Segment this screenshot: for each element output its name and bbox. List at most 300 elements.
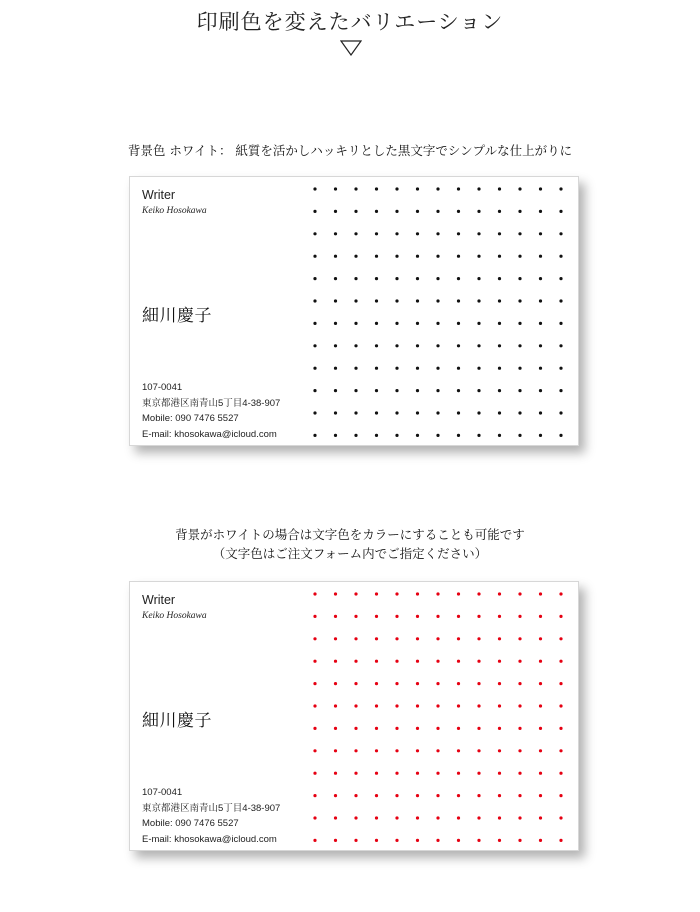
pattern-dot xyxy=(375,682,378,685)
pattern-dot xyxy=(539,322,542,325)
pattern-dot xyxy=(436,794,439,797)
pattern-dot xyxy=(457,839,460,842)
pattern-dot xyxy=(539,232,542,235)
dot-pattern xyxy=(300,582,578,850)
pattern-dot xyxy=(559,255,562,258)
caption-white-color xyxy=(0,525,700,563)
pattern-dot xyxy=(375,210,378,213)
pattern-dot xyxy=(518,615,521,618)
pattern-dot xyxy=(477,255,480,258)
pattern-dot xyxy=(416,277,419,280)
pattern-dot xyxy=(313,637,316,640)
pattern-dot xyxy=(477,322,480,325)
pattern-dot xyxy=(354,434,357,437)
pattern-dot xyxy=(457,592,460,595)
pattern-dot xyxy=(395,660,398,663)
dot-pattern xyxy=(300,177,578,445)
card-romaji-name: Keiko Hosokawa xyxy=(142,206,207,216)
pattern-dot xyxy=(354,322,357,325)
pattern-dot xyxy=(416,187,419,190)
pattern-dot xyxy=(395,839,398,842)
pattern-dot xyxy=(477,592,480,595)
pattern-dot xyxy=(354,592,357,595)
card-contact xyxy=(142,785,280,847)
pattern-dot xyxy=(498,299,501,302)
pattern-dot xyxy=(313,615,316,618)
pattern-dot xyxy=(334,749,337,752)
pattern-dot xyxy=(457,637,460,640)
pattern-dot xyxy=(395,187,398,190)
pattern-dot xyxy=(498,434,501,437)
pattern-dot xyxy=(334,255,337,258)
pattern-dot xyxy=(539,704,542,707)
pattern-dot xyxy=(354,367,357,370)
pattern-dot xyxy=(498,210,501,213)
pattern-dot xyxy=(559,322,562,325)
card-name: 細川慶子 xyxy=(142,711,212,731)
business-card-black-dots xyxy=(129,176,579,446)
page-title: 印刷色を変えたバリエーション xyxy=(196,10,504,34)
pattern-dot xyxy=(457,615,460,618)
pattern-dot xyxy=(375,299,378,302)
pattern-dot xyxy=(354,187,357,190)
pattern-dot xyxy=(518,682,521,685)
pattern-dot xyxy=(498,367,501,370)
pattern-dot xyxy=(354,794,357,797)
pattern-dot xyxy=(559,816,562,819)
pattern-dot xyxy=(416,772,419,775)
pattern-dot xyxy=(539,682,542,685)
pattern-dot xyxy=(334,637,337,640)
pattern-dot xyxy=(539,434,542,437)
pattern-dot xyxy=(416,367,419,370)
pattern-dot xyxy=(313,299,316,302)
pattern-dot xyxy=(436,344,439,347)
pattern-dot xyxy=(457,277,460,280)
pattern-dot xyxy=(498,322,501,325)
pattern-dot xyxy=(395,299,398,302)
pattern-dot xyxy=(313,794,316,797)
pattern-dot xyxy=(354,772,357,775)
pattern-dot xyxy=(518,794,521,797)
pattern-dot xyxy=(313,277,316,280)
pattern-dot xyxy=(457,344,460,347)
pattern-dot xyxy=(416,839,419,842)
pattern-dot xyxy=(518,187,521,190)
pattern-dot xyxy=(354,299,357,302)
pattern-dot xyxy=(375,727,378,730)
pattern-dot xyxy=(477,615,480,618)
pattern-dot xyxy=(354,682,357,685)
pattern-dot xyxy=(498,749,501,752)
pattern-dot xyxy=(436,727,439,730)
pattern-dot xyxy=(518,727,521,730)
pattern-dot xyxy=(313,255,316,258)
pattern-dot xyxy=(436,232,439,235)
pattern-dot xyxy=(436,322,439,325)
pattern-dot xyxy=(539,727,542,730)
pattern-dot xyxy=(395,637,398,640)
pattern-dot xyxy=(416,210,419,213)
pattern-dot xyxy=(436,187,439,190)
pattern-dot xyxy=(334,592,337,595)
pattern-dot xyxy=(559,682,562,685)
pattern-dot xyxy=(395,344,398,347)
pattern-dot xyxy=(518,592,521,595)
pattern-dot xyxy=(436,682,439,685)
pattern-dot xyxy=(559,232,562,235)
pattern-dot xyxy=(436,389,439,392)
pattern-dot xyxy=(354,615,357,618)
pattern-dot xyxy=(334,367,337,370)
pattern-dot xyxy=(313,344,316,347)
pattern-dot xyxy=(375,839,378,842)
pattern-dot xyxy=(477,794,480,797)
pattern-dot xyxy=(354,411,357,414)
pattern-dot xyxy=(457,682,460,685)
pattern-dot xyxy=(539,592,542,595)
pattern-dot xyxy=(518,232,521,235)
pattern-dot xyxy=(313,389,316,392)
pattern-dot xyxy=(498,592,501,595)
pattern-dot xyxy=(539,299,542,302)
pattern-dot xyxy=(559,772,562,775)
pattern-dot xyxy=(416,322,419,325)
pattern-dot xyxy=(457,816,460,819)
pattern-dot xyxy=(395,592,398,595)
pattern-dot xyxy=(375,344,378,347)
card-email: E-mail: khosokawa@icloud.com xyxy=(142,428,277,440)
pattern-dot xyxy=(477,839,480,842)
card-name: 細川慶子 xyxy=(142,306,212,326)
business-card-red-dots xyxy=(129,581,579,851)
pattern-dot xyxy=(457,772,460,775)
pattern-dot xyxy=(457,187,460,190)
pattern-dot xyxy=(334,772,337,775)
pattern-dot xyxy=(436,592,439,595)
pattern-dot xyxy=(436,816,439,819)
pattern-dot xyxy=(395,322,398,325)
pattern-dot xyxy=(334,682,337,685)
pattern-dot xyxy=(313,592,316,595)
pattern-dot xyxy=(457,660,460,663)
pattern-dot xyxy=(395,389,398,392)
pattern-dot xyxy=(539,794,542,797)
pattern-dot xyxy=(395,367,398,370)
pattern-dot xyxy=(559,794,562,797)
pattern-dot xyxy=(559,389,562,392)
pattern-dot xyxy=(539,389,542,392)
pattern-dot xyxy=(354,389,357,392)
pattern-dot xyxy=(539,367,542,370)
card-role: Writer xyxy=(142,593,176,607)
pattern-dot xyxy=(375,660,378,663)
caption-white-black xyxy=(0,141,700,160)
pattern-dot xyxy=(334,232,337,235)
pattern-dot xyxy=(457,232,460,235)
pattern-dot xyxy=(477,389,480,392)
pattern-dot xyxy=(477,682,480,685)
pattern-dot xyxy=(334,187,337,190)
pattern-dot xyxy=(313,839,316,842)
pattern-dot xyxy=(498,411,501,414)
pattern-dot xyxy=(559,704,562,707)
pattern-dot xyxy=(375,322,378,325)
pattern-dot xyxy=(518,277,521,280)
pattern-dot xyxy=(559,839,562,842)
pattern-dot xyxy=(518,210,521,213)
pattern-dot xyxy=(416,299,419,302)
pattern-dot xyxy=(559,749,562,752)
pattern-dot xyxy=(518,344,521,347)
pattern-dot xyxy=(436,434,439,437)
pattern-dot xyxy=(436,210,439,213)
pattern-dot xyxy=(375,794,378,797)
pattern-dot xyxy=(477,434,480,437)
pattern-dot xyxy=(395,727,398,730)
pattern-dot xyxy=(313,704,316,707)
pattern-dot xyxy=(416,232,419,235)
pattern-dot xyxy=(416,794,419,797)
pattern-dot xyxy=(477,816,480,819)
pattern-dot xyxy=(436,660,439,663)
pattern-dot xyxy=(559,727,562,730)
pattern-dot xyxy=(436,277,439,280)
pattern-dot xyxy=(313,727,316,730)
pattern-dot xyxy=(477,367,480,370)
pattern-dot xyxy=(559,411,562,414)
caption-line: 背景色 ホワイト： 紙質を活かしハッキリとした黒文字でシンプルな仕上がりに xyxy=(127,143,573,158)
pattern-dot xyxy=(334,434,337,437)
pattern-dot xyxy=(518,637,521,640)
pattern-dot xyxy=(518,367,521,370)
pattern-dot xyxy=(416,749,419,752)
card-mobile: Mobile: 090 7476 5527 xyxy=(142,413,239,424)
card-mobile: Mobile: 090 7476 5527 xyxy=(142,818,239,829)
pattern-dot xyxy=(498,704,501,707)
pattern-dot xyxy=(375,592,378,595)
pattern-dot xyxy=(416,637,419,640)
pattern-dot xyxy=(416,411,419,414)
pattern-dot xyxy=(375,637,378,640)
pattern-dot xyxy=(334,794,337,797)
pattern-dot xyxy=(518,434,521,437)
pattern-dot xyxy=(375,187,378,190)
pattern-dot xyxy=(416,255,419,258)
pattern-dot xyxy=(313,749,316,752)
pattern-dot xyxy=(395,210,398,213)
pattern-dot xyxy=(334,210,337,213)
pattern-dot xyxy=(518,816,521,819)
pattern-dot xyxy=(375,772,378,775)
pattern-dot xyxy=(436,772,439,775)
pattern-dot xyxy=(457,749,460,752)
card-address: 東京都港区南青山5丁目4-38-907 xyxy=(142,802,281,814)
pattern-dot xyxy=(518,299,521,302)
pattern-dot xyxy=(354,704,357,707)
pattern-dot xyxy=(436,615,439,618)
pattern-dot xyxy=(395,434,398,437)
pattern-dot xyxy=(375,232,378,235)
pattern-dot xyxy=(416,389,419,392)
pattern-dot xyxy=(313,187,316,190)
pattern-dot xyxy=(518,749,521,752)
pattern-dot xyxy=(477,277,480,280)
pattern-dot xyxy=(457,434,460,437)
pattern-dot xyxy=(539,772,542,775)
pattern-dot xyxy=(395,615,398,618)
pattern-dot xyxy=(354,816,357,819)
pattern-dot xyxy=(498,794,501,797)
pattern-dot xyxy=(498,615,501,618)
pattern-dot xyxy=(313,682,316,685)
pattern-dot xyxy=(313,660,316,663)
pattern-dot xyxy=(354,255,357,258)
pattern-dot xyxy=(477,344,480,347)
pattern-dot xyxy=(313,772,316,775)
pattern-dot xyxy=(457,389,460,392)
pattern-dot xyxy=(518,772,521,775)
pattern-dot xyxy=(436,299,439,302)
pattern-dot xyxy=(436,749,439,752)
pattern-dot xyxy=(395,411,398,414)
pattern-dot xyxy=(498,187,501,190)
pattern-dot xyxy=(395,794,398,797)
pattern-dot xyxy=(395,682,398,685)
caption-line: 背景がホワイトの場合は文字色をカラーにすることも可能です xyxy=(175,527,525,542)
pattern-dot xyxy=(518,411,521,414)
pattern-dot xyxy=(375,615,378,618)
pattern-dot xyxy=(395,232,398,235)
pattern-dot xyxy=(498,727,501,730)
pattern-dot xyxy=(395,277,398,280)
pattern-dot xyxy=(375,389,378,392)
pattern-dot xyxy=(457,704,460,707)
pattern-dot xyxy=(354,749,357,752)
pattern-dot xyxy=(334,389,337,392)
pattern-dot xyxy=(559,660,562,663)
pattern-dot xyxy=(395,772,398,775)
pattern-dot xyxy=(436,367,439,370)
pattern-dot xyxy=(559,344,562,347)
pattern-dot xyxy=(477,772,480,775)
pattern-dot xyxy=(477,727,480,730)
pattern-dot xyxy=(375,816,378,819)
pattern-dot xyxy=(436,704,439,707)
pattern-dot xyxy=(457,210,460,213)
pattern-dot xyxy=(354,210,357,213)
pattern-dot xyxy=(457,255,460,258)
pattern-dot xyxy=(477,704,480,707)
pattern-dot xyxy=(416,816,419,819)
pattern-dot xyxy=(395,749,398,752)
pattern-dot xyxy=(477,749,480,752)
caption-line: （文字色はご注文フォーム内でご指定ください） xyxy=(212,546,488,561)
card-postal: 107-0041 xyxy=(142,787,183,798)
pattern-dot xyxy=(518,255,521,258)
pattern-dot xyxy=(313,411,316,414)
pattern-dot xyxy=(313,434,316,437)
pattern-dot xyxy=(334,727,337,730)
card-postal: 107-0041 xyxy=(142,382,183,393)
pattern-dot xyxy=(559,299,562,302)
pattern-dot xyxy=(539,344,542,347)
pattern-dot xyxy=(539,660,542,663)
pattern-dot xyxy=(498,772,501,775)
pattern-dot xyxy=(559,434,562,437)
pattern-dot xyxy=(395,704,398,707)
pattern-dot xyxy=(334,615,337,618)
pattern-dot xyxy=(436,411,439,414)
pattern-dot xyxy=(498,682,501,685)
pattern-dot xyxy=(334,344,337,347)
pattern-dot xyxy=(457,367,460,370)
pattern-dot xyxy=(354,344,357,347)
pattern-dot xyxy=(354,232,357,235)
pattern-dot xyxy=(477,660,480,663)
pattern-dot xyxy=(395,255,398,258)
pattern-dot xyxy=(539,637,542,640)
pattern-dot xyxy=(436,255,439,258)
pattern-dot xyxy=(539,187,542,190)
pattern-dot xyxy=(375,704,378,707)
pattern-dot xyxy=(498,816,501,819)
pattern-dot xyxy=(395,816,398,819)
pattern-dot xyxy=(334,277,337,280)
pattern-dot xyxy=(559,277,562,280)
pattern-dot xyxy=(498,839,501,842)
pattern-dot xyxy=(375,255,378,258)
pattern-dot xyxy=(539,210,542,213)
pattern-dot xyxy=(498,660,501,663)
down-triangle-icon xyxy=(340,40,362,56)
pattern-dot xyxy=(313,367,316,370)
pattern-dot xyxy=(334,816,337,819)
pattern-dot xyxy=(416,727,419,730)
pattern-dot xyxy=(416,592,419,595)
pattern-dot xyxy=(498,389,501,392)
pattern-dot xyxy=(416,615,419,618)
pattern-dot xyxy=(477,187,480,190)
pattern-dot xyxy=(559,592,562,595)
pattern-dot xyxy=(559,615,562,618)
pattern-dot xyxy=(436,839,439,842)
pattern-dot xyxy=(539,749,542,752)
pattern-dot xyxy=(354,277,357,280)
pattern-dot xyxy=(457,322,460,325)
pattern-dot xyxy=(477,210,480,213)
pattern-dot xyxy=(457,727,460,730)
pattern-dot xyxy=(375,749,378,752)
pattern-dot xyxy=(518,322,521,325)
pattern-dot xyxy=(354,839,357,842)
pattern-dot xyxy=(518,660,521,663)
card-address: 東京都港区南青山5丁目4-38-907 xyxy=(142,397,281,409)
pattern-dot xyxy=(313,232,316,235)
card-email: E-mail: khosokawa@icloud.com xyxy=(142,833,277,845)
pattern-dot xyxy=(518,839,521,842)
pattern-dot xyxy=(477,299,480,302)
pattern-dot xyxy=(334,660,337,663)
pattern-dot xyxy=(375,277,378,280)
pattern-dot xyxy=(477,411,480,414)
pattern-dot xyxy=(313,210,316,213)
pattern-dot xyxy=(416,344,419,347)
pattern-dot xyxy=(313,816,316,819)
pattern-dot xyxy=(518,389,521,392)
pattern-dot xyxy=(498,232,501,235)
pattern-dot xyxy=(539,816,542,819)
